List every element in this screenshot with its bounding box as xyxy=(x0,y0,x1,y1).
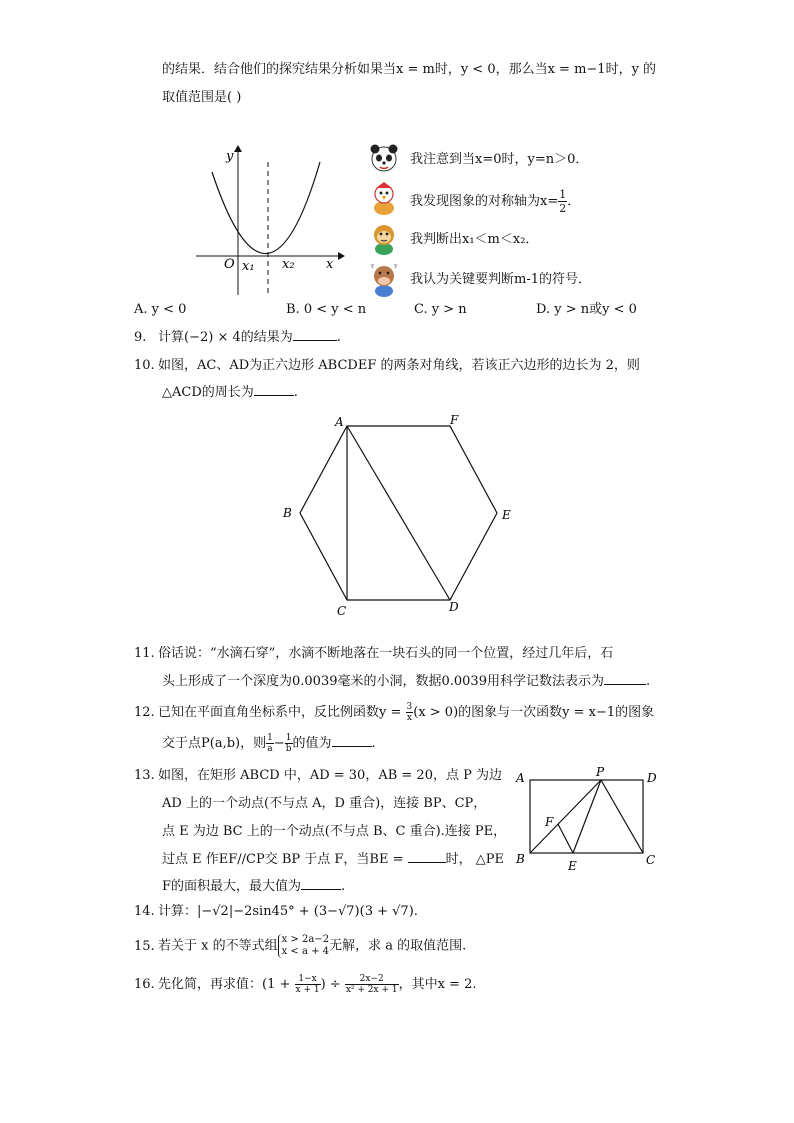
question-15 xyxy=(134,934,466,958)
answer-blank xyxy=(408,850,446,863)
rectangle-figure xyxy=(510,764,660,874)
question-text: 头上形成了一个深度为0.0039毫米的小洞，数据0.0039用科学记数法表示为 xyxy=(162,674,604,689)
question-14 xyxy=(134,902,418,922)
question-13-line5: F的面积最大，最大值为 . xyxy=(162,879,346,894)
question-text: 计算(−2) × 4的结果为 xyxy=(158,330,293,345)
fraction-numerator: 1 xyxy=(285,733,292,743)
option-c: C. y > n xyxy=(414,302,467,317)
rect-b-label: B xyxy=(516,852,525,866)
question-number: 12. xyxy=(134,705,155,720)
vertex-f-label: F xyxy=(450,413,459,427)
bubble-2-text-a: 我发现图象的对称轴为x= xyxy=(410,194,559,209)
root-x1-label: x₁ xyxy=(242,259,255,274)
question-number: 13. xyxy=(134,768,155,783)
question-text: △ACD的周长为 xyxy=(162,385,254,400)
q8-line2: 取值范围是( ) xyxy=(162,90,242,105)
fraction-denominator: x² + 2x + 1 xyxy=(345,985,398,995)
bubble-2-text-b: ． xyxy=(567,194,581,209)
question-10-line2: △ACD的周长为 . xyxy=(162,385,298,400)
question-text: 时， △PE xyxy=(445,852,505,867)
rect-p-label: P xyxy=(596,765,605,779)
bubble-1-text: 我注意到当x=0时，y=n＞0． xyxy=(410,152,589,167)
panda-icon xyxy=(368,142,400,178)
fraction-denominator: x xyxy=(406,713,412,723)
question-text: 如图，在矩形 ABCD 中，AD = 30，AB = 20，点 P 为边 xyxy=(158,768,502,783)
question-10-line1 xyxy=(134,356,640,376)
rect-f-label: F xyxy=(545,815,554,829)
bubble-2 xyxy=(410,188,580,215)
fraction-numerator: 2x−2 xyxy=(345,974,399,985)
question-13-line1 xyxy=(134,766,502,786)
origin-label: O xyxy=(224,257,235,272)
bubble-2-fraction xyxy=(558,188,567,215)
fraction-denominator: x + 1 xyxy=(295,985,320,995)
fraction-denominator: a xyxy=(267,744,273,754)
question-text: 先化简，再求值：(1 + xyxy=(158,977,295,992)
question-text: 的值为 xyxy=(292,736,332,751)
question-9: 9. 计算(−2) × 4的结果为 . xyxy=(134,328,341,348)
answer-blank xyxy=(293,328,337,341)
option-d: D. y > n或y < 0 xyxy=(536,302,637,317)
fraction-numerator: 1 xyxy=(267,733,273,743)
question-text: ) ÷ xyxy=(320,977,345,992)
fraction xyxy=(266,733,274,754)
question-text: F的面积最大，最大值为 xyxy=(162,879,302,894)
question-text: ，其中x = 2. xyxy=(398,977,477,992)
axis-y-label: y xyxy=(226,149,234,164)
hexagon-figure xyxy=(275,408,525,623)
question-text: (x > 0)的图象与一次函数y = x−1的图象 xyxy=(413,705,655,720)
fraction-numerator: 1 xyxy=(559,188,567,201)
question-text: 已知在平面直角坐标系中，反比例函数y = xyxy=(158,705,406,720)
fraction-denominator: b xyxy=(285,744,292,754)
inequality-system xyxy=(278,934,329,958)
question-text: 计算：|−√2|−2sin45° + (3−√7)(3 + √7). xyxy=(158,904,418,919)
cow-icon xyxy=(368,262,400,302)
vertex-b-label: B xyxy=(283,506,292,520)
bird-icon xyxy=(368,182,400,220)
fraction-numerator: 1−x xyxy=(295,974,321,985)
rect-d-label: D xyxy=(647,771,657,785)
question-13-line3: 点 E 为边 BC 上的一个动点(不与点 B、C 重合).连接 PE， xyxy=(162,824,507,839)
question-13-line2: AD 上的一个动点(不与点 A，D 重合)，连接 BP、CP， xyxy=(162,796,487,811)
question-number: 11. xyxy=(134,646,155,661)
inequality-1: x > 2a−2 xyxy=(281,934,330,945)
option-a: A. y < 0 xyxy=(134,302,187,317)
vertex-d-label: D xyxy=(449,600,459,614)
answer-blank xyxy=(301,877,341,890)
question-text: 交于点P(a,b)，则 xyxy=(162,736,267,751)
bubble-3-text: 我判断出x₁＜m＜x₂． xyxy=(410,232,539,247)
question-number: 10. xyxy=(134,358,155,373)
root-x2-label: x₂ xyxy=(282,257,295,272)
fraction xyxy=(295,974,321,995)
inequality-2: x < a + 4 xyxy=(281,946,330,957)
option-b: B. 0 < y < n xyxy=(286,302,367,317)
fraction-denominator: 2 xyxy=(559,202,567,215)
answer-blank xyxy=(604,672,646,685)
q8-line1: 的结果．结合他们的探究结果分析如果当x = m时，y < 0，那么当x = m−1时，y 的 xyxy=(162,62,657,77)
question-text: 过点 E 作EF//CP交 BP 于点 F，当BE = xyxy=(162,852,408,867)
question-16 xyxy=(134,974,476,995)
parabola-graph xyxy=(190,140,350,300)
monkey-icon xyxy=(368,222,400,260)
question-number: 16. xyxy=(134,977,155,992)
question-number: 14. xyxy=(134,904,155,919)
rect-a-label: A xyxy=(516,771,525,785)
answer-blank xyxy=(254,383,294,396)
question-12-line1 xyxy=(134,702,654,723)
rect-e-label: E xyxy=(568,859,577,873)
question-text: 如图，AC、AD为正六边形 ABCDEF 的两条对角线，若该正六边形的边长为 2，则 xyxy=(158,358,640,373)
axis-x-label: x xyxy=(326,257,334,272)
bubble-4-text: 我认为关键要判断m-1的符号． xyxy=(410,272,591,287)
fraction xyxy=(285,733,293,754)
question-11-line2: 头上形成了一个深度为0.0039毫米的小洞，数据0.0039用科学记数法表示为 . xyxy=(162,674,651,689)
vertex-c-label: C xyxy=(337,604,347,618)
question-13-line4 xyxy=(162,850,504,870)
vertex-e-label: E xyxy=(502,508,511,522)
question-12-line2: 交于点P(a,b)，则 $\frac{1}{a}$ − $\frac{1}{b}$ 的值为 . xyxy=(162,733,376,754)
fraction xyxy=(345,974,399,995)
question-text: 无解，求 a 的取值范围. xyxy=(329,938,467,954)
fraction-numerator: 3 xyxy=(406,702,413,712)
answer-blank xyxy=(332,734,372,747)
question-number: 15. xyxy=(134,938,155,954)
question-number: 9. xyxy=(134,330,147,345)
question-text: 若关于 x 的不等式组 xyxy=(158,938,278,954)
question-text: 俗话说：“水滴石穿”，水滴不断地落在一块石头的同一个位置，经过几年后，石 xyxy=(158,646,614,661)
minus-sign: − xyxy=(273,736,285,751)
vertex-a-label: A xyxy=(335,415,344,429)
rect-c-label: C xyxy=(646,853,656,867)
question-11-line1 xyxy=(134,644,613,664)
